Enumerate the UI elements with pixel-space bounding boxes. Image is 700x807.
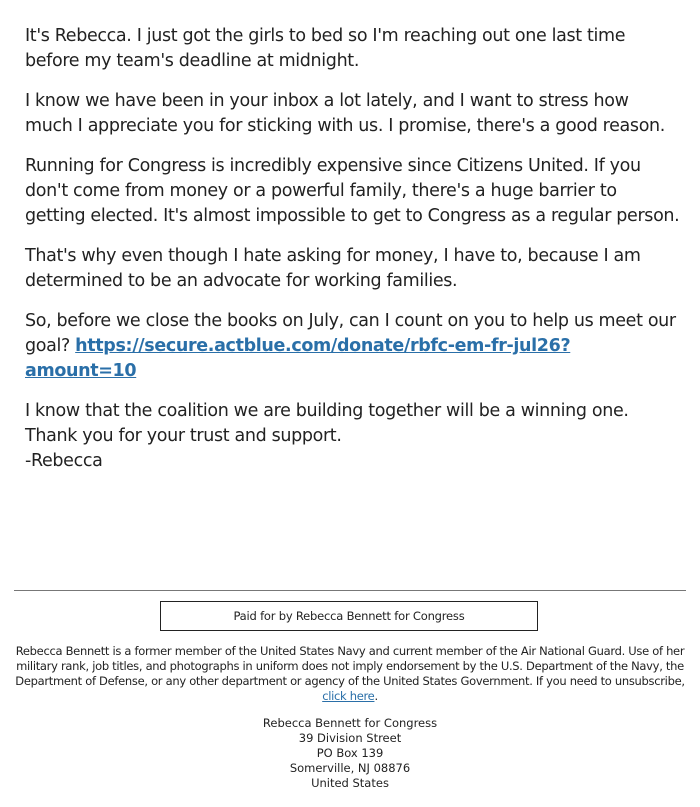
disclaimer-period: . xyxy=(374,689,378,703)
closing-signature: -Rebecca xyxy=(25,451,103,471)
closing-coalition: I know that the coalition we are building together will be a winning one. xyxy=(25,401,629,421)
address-line-city: Somerville, NJ 08876 xyxy=(289,761,411,775)
disclaimer-text: Rebecca Bennett is a former member of the United States Navy and current member of the Air National Guard. Use of her military rank, job titles, and photographs in uniform does not imply endorsement by the U.S. Department of the Navy, the Department of Defense, or any other department or agency of the United States Government. If you need to unsubscribe, xyxy=(15,644,685,688)
footer-divider xyxy=(14,590,686,591)
address-line-street: 39 Division Street xyxy=(298,731,402,745)
footer-disclaimer xyxy=(10,644,690,704)
donate-link[interactable]: https://secure.actblue.com/donate/rbfc-em-fr-jul26?amount=10 xyxy=(25,336,571,381)
email-paragraph-inbox: I know we have been in your inbox a lot lately, and I want to stress how much I appreciate you for sticking with us. I promise, there's a good reason. xyxy=(25,91,666,136)
ask-text: So, before we close the books on July, can I count on you to help us meet our goal? xyxy=(25,311,676,356)
address-line-org: Rebecca Bennett for Congress xyxy=(262,716,438,730)
mailing-address xyxy=(150,716,550,791)
email-closing xyxy=(25,399,680,474)
paid-for-box: Paid for by Rebecca Bennett for Congress xyxy=(160,601,538,631)
email-paragraph-intro: It's Rebecca. I just got the girls to bed so I'm reaching out one last time before my team's deadline at midnight. xyxy=(25,26,626,71)
email-paragraph-congress: Running for Congress is incredibly expensive since Citizens United. If you don't come from money or a powerful family, there's a huge barrier to getting elected. It's almost impossible to get to Congress as a regular person. xyxy=(25,156,680,226)
email-paragraph-ask xyxy=(25,309,680,384)
email-paragraph-advocate: That's why even though I hate asking for money, I have to, because I am determined to be an advocate for working families. xyxy=(25,246,641,291)
email-body xyxy=(25,24,680,489)
address-line-country: United States xyxy=(311,776,389,790)
unsubscribe-link[interactable]: click here xyxy=(322,689,375,703)
address-line-pobox: PO Box 139 xyxy=(316,746,384,760)
closing-thanks: Thank you for your trust and support. xyxy=(25,426,342,446)
